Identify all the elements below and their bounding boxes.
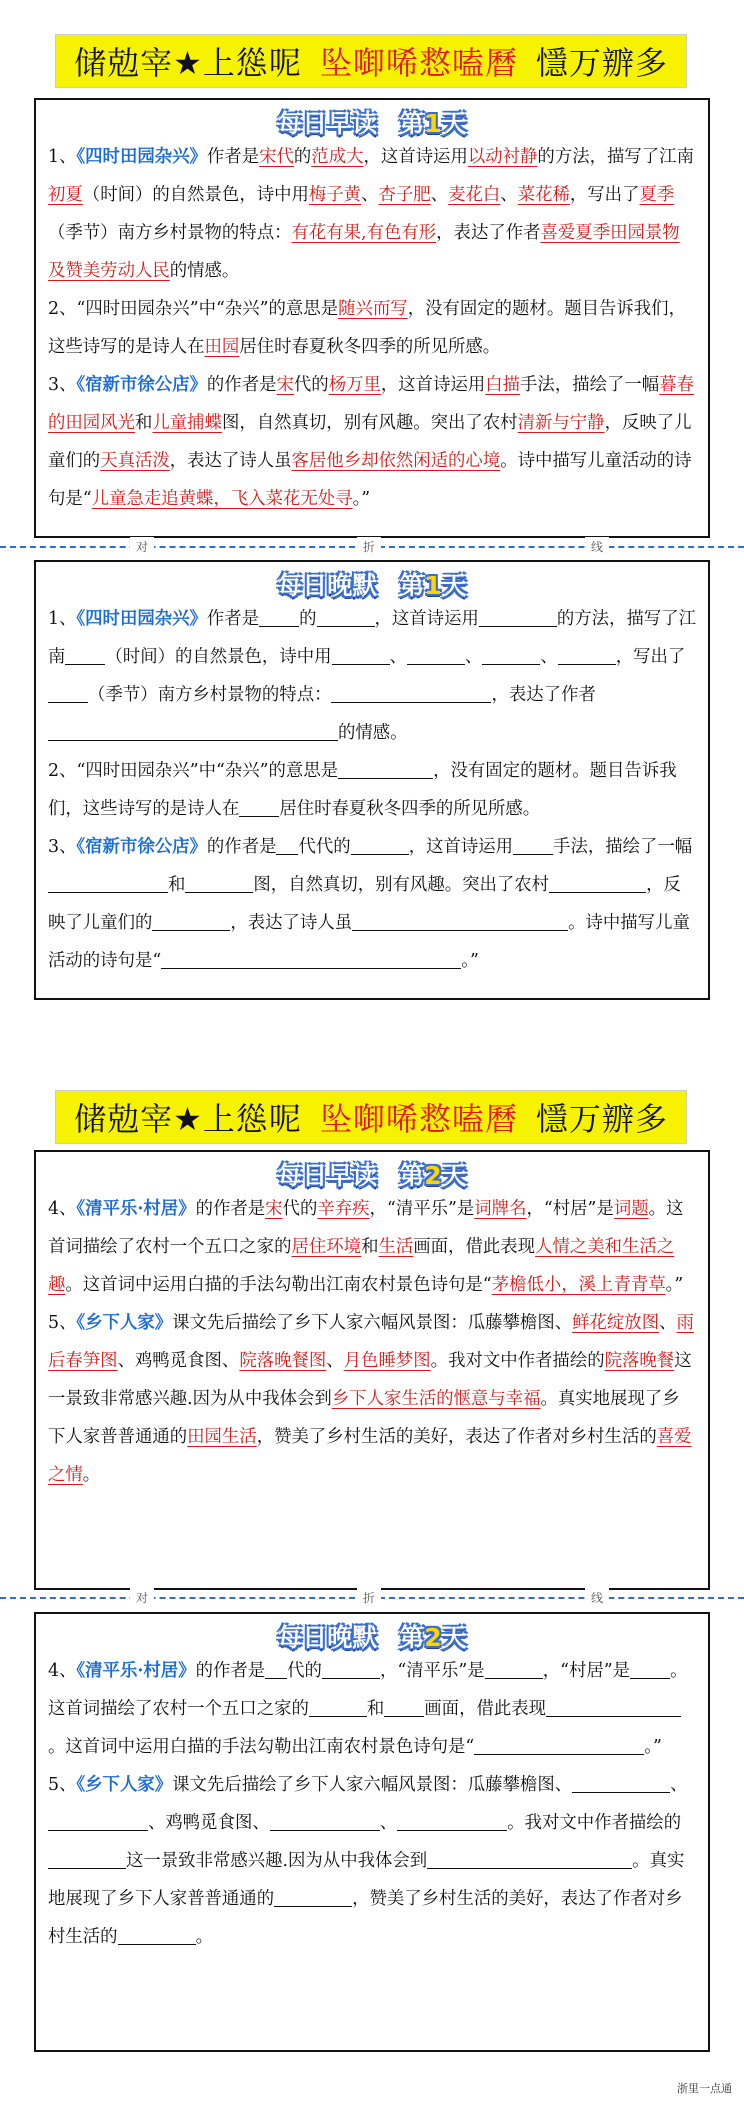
text: 活的美好，表达了作者对乡村生活的 bbox=[48, 1889, 683, 1947]
text: 每日晚默 bbox=[277, 1623, 378, 1652]
text: 。” bbox=[352, 489, 371, 509]
fill-blank[interactable] bbox=[558, 644, 616, 665]
fill-blank[interactable] bbox=[332, 644, 390, 665]
text: 3、 bbox=[48, 837, 77, 857]
text: 表达了作者 bbox=[508, 685, 596, 705]
text: 5、 bbox=[48, 1313, 77, 1333]
answer-text: 暮春的田园风光 bbox=[48, 375, 694, 433]
fill-blank[interactable] bbox=[474, 1734, 644, 1755]
answer-text: 院落晚餐 bbox=[604, 1351, 675, 1371]
answer-text: 菜花稀 bbox=[517, 185, 570, 205]
fill-blank[interactable] bbox=[612, 1772, 670, 1793]
fill-blank[interactable] bbox=[384, 1696, 424, 1717]
text: 2 bbox=[424, 1161, 442, 1190]
text: 、 bbox=[670, 1775, 688, 1795]
text: 。诗中描写儿童活动的诗句是“ bbox=[48, 451, 692, 509]
fill-blank[interactable] bbox=[317, 606, 375, 627]
fill-blank[interactable] bbox=[427, 1848, 522, 1869]
text: 描写了江南 bbox=[607, 147, 694, 167]
box-title bbox=[36, 1618, 708, 1652]
text: （季节）南方乡村景物的特点： bbox=[48, 223, 292, 243]
text: 。真实地展现了乡下人家普普通通的 bbox=[48, 1851, 685, 1909]
text: ，赞美了乡村生 bbox=[352, 1889, 474, 1909]
text: 、 bbox=[540, 647, 558, 667]
text: 课文先后描绘了乡下人家六幅风景图：瓜藤攀檐图、 bbox=[172, 1775, 573, 1795]
answer-text: 初夏 bbox=[48, 185, 83, 205]
answer-text: 客居他乡却依然闲适的心境 bbox=[291, 451, 501, 471]
text: 坠啣唏慦嗑曆 bbox=[319, 1100, 518, 1138]
fill-blank[interactable] bbox=[485, 1658, 543, 1679]
text: 对 bbox=[130, 1588, 154, 1608]
text: 描写了江南 bbox=[48, 609, 697, 667]
text: 此表现 bbox=[482, 1237, 536, 1257]
answer-text: 乡下人家生活的惬意与幸福 bbox=[331, 1389, 541, 1409]
answer-text: 词牌名 bbox=[474, 1199, 527, 1219]
text: 。真实地展现了乡下人家普普通通的 bbox=[48, 1389, 680, 1447]
text: 、 bbox=[379, 1813, 398, 1833]
text: 的情感。 bbox=[338, 723, 408, 743]
text: ，这首诗运用 bbox=[363, 147, 468, 167]
answer-text: 雨后春笋图 bbox=[48, 1313, 694, 1371]
text: 居住时春夏秋冬四季的所见所感。 bbox=[239, 337, 501, 357]
text: 线 bbox=[585, 1588, 609, 1608]
text: 。” bbox=[665, 1275, 684, 1295]
text: 题目告诉我们，这些诗写的是诗人在 bbox=[48, 299, 686, 357]
text: ，写出了 bbox=[615, 647, 686, 667]
fill-blank[interactable] bbox=[479, 606, 557, 627]
text: 的方法， bbox=[556, 609, 627, 629]
fill-blank[interactable] bbox=[572, 1772, 612, 1793]
text: 、 bbox=[389, 647, 407, 667]
answer-text: 喜爱夏季田园景物及赞美劳动人民 bbox=[48, 223, 680, 281]
text: ，表达了诗人虽 bbox=[169, 451, 292, 471]
text: 活的美好，表达了作者对乡村生活的 bbox=[378, 1427, 657, 1447]
answer-text: 杏子肥 bbox=[378, 185, 431, 205]
poem-title: 《四时田园杂兴》 bbox=[76, 147, 207, 167]
text: ，反映了儿童们的 bbox=[48, 413, 692, 471]
text: 图，自然真切，别有风趣。突出了农村 bbox=[221, 413, 518, 433]
text: ， bbox=[491, 685, 509, 705]
text: 、 bbox=[659, 1313, 677, 1333]
day2-evening-dictation-box bbox=[34, 1612, 710, 2052]
answer-text: 辛弃疾 bbox=[317, 1199, 370, 1219]
poem-title: 《乡下人家》 bbox=[76, 1313, 173, 1333]
fill-blank[interactable] bbox=[48, 682, 88, 703]
fill-blank[interactable] bbox=[331, 682, 491, 703]
text: 题目告诉我们，这些诗写的是诗人在 bbox=[48, 761, 677, 819]
text: （季节）南方乡村景物的特点： bbox=[88, 685, 332, 705]
text: 。 bbox=[82, 1465, 101, 1485]
text: （时间）的自然景色，诗中用 bbox=[82, 185, 309, 205]
q1-answer bbox=[48, 138, 696, 290]
text: 代的 bbox=[293, 375, 329, 395]
box-title bbox=[36, 104, 708, 138]
text: 储勊宰★上慫呢 bbox=[74, 1100, 302, 1138]
answer-text: 夏季 bbox=[639, 185, 675, 205]
text: 4、 bbox=[48, 1661, 77, 1681]
text: 、 bbox=[430, 185, 449, 205]
fill-blank[interactable] bbox=[513, 834, 553, 855]
answer-text: 田园生活 bbox=[187, 1427, 257, 1447]
text bbox=[399, 109, 466, 138]
fill-blank[interactable] bbox=[351, 834, 409, 855]
fill-blank[interactable] bbox=[571, 872, 646, 893]
text: 。诗中描写儿童活动的诗句是“ bbox=[48, 913, 690, 971]
text: 这一景致非常感兴趣.因为从中我体会到 bbox=[126, 1851, 428, 1871]
text: 了一幅 bbox=[640, 837, 693, 857]
answer-text: 居住环境 bbox=[291, 1237, 362, 1257]
box-title bbox=[36, 566, 708, 600]
fill-blank[interactable] bbox=[322, 1658, 380, 1679]
text: 和 bbox=[361, 1237, 379, 1257]
text: 、鸡鸭觅食图、 bbox=[148, 1813, 270, 1833]
text: 。这首词中运用白描的手法勾勒出江南农村景色 bbox=[48, 1737, 414, 1757]
text: 第 bbox=[399, 109, 425, 138]
text: 、 bbox=[500, 185, 518, 205]
text: 作者描绘的 bbox=[517, 1351, 605, 1371]
text: 。我对文中 bbox=[507, 1813, 595, 1833]
text: 第 bbox=[399, 1623, 425, 1652]
answer-text: 茅檐低小，溪上青青草 bbox=[491, 1275, 666, 1295]
day2-morning-reading-box bbox=[34, 1150, 710, 1590]
text: 、鸡鸭觅食图、 bbox=[117, 1351, 240, 1371]
poem-title: 《清平乐·村居》 bbox=[76, 1661, 196, 1681]
text: 代 bbox=[298, 837, 316, 857]
answer-text: 梅子黄 bbox=[308, 185, 362, 205]
answer-text: 儿童捕蝶 bbox=[152, 413, 222, 433]
text bbox=[399, 1623, 466, 1652]
text: 居住时春夏秋冬四季的所见所感。 bbox=[279, 799, 541, 819]
text: 这一景致非常感兴趣.因为从中我体会到 bbox=[48, 1351, 692, 1409]
text: ，表达了诗人虽 bbox=[230, 913, 353, 933]
fill-blank[interactable] bbox=[397, 1810, 507, 1831]
text: 折 bbox=[357, 537, 381, 557]
text: 。这首词中运用白描的手法勾勒出江南农村景色 bbox=[65, 1275, 431, 1295]
text: 的情感。 bbox=[169, 261, 240, 281]
poem-title: 《宿新市徐公店》 bbox=[76, 375, 207, 395]
fill-blank[interactable] bbox=[549, 872, 571, 893]
q2-blank bbox=[48, 752, 696, 828]
q5-blank bbox=[48, 1766, 696, 1956]
day1-morning-reading-box bbox=[34, 98, 710, 538]
text: 天 bbox=[441, 109, 467, 138]
text: 第 bbox=[399, 571, 425, 600]
poem-title: 《清平乐·村居》 bbox=[76, 1199, 196, 1219]
text: 和 bbox=[366, 1699, 385, 1719]
text: 2、“四时田园杂兴”中“杂兴”的意思是 bbox=[48, 299, 339, 319]
header-banner-2 bbox=[55, 1090, 687, 1144]
answer-text: 白描 bbox=[485, 375, 521, 395]
banner-text-left: 储勊宰★上慫呢 bbox=[74, 44, 302, 82]
q4-blank bbox=[48, 1652, 696, 1766]
fill-blank[interactable] bbox=[270, 1810, 380, 1831]
fill-blank[interactable] bbox=[265, 1658, 287, 1679]
text: 每日早读 bbox=[277, 109, 378, 138]
answer-text: 院落晚餐图 bbox=[239, 1351, 327, 1371]
poem-title: 《乡下人家》 bbox=[76, 1775, 173, 1795]
fill-blank[interactable] bbox=[259, 606, 299, 627]
text: 的作者是 bbox=[206, 837, 277, 857]
answer-text: 宋 bbox=[265, 1199, 283, 1219]
fill-blank[interactable] bbox=[65, 644, 105, 665]
text: 作者描绘的 bbox=[594, 1813, 682, 1833]
q2-answer bbox=[48, 290, 696, 366]
text: 、 bbox=[361, 185, 379, 205]
fill-blank[interactable] bbox=[546, 1696, 681, 1717]
text: 天 bbox=[441, 1161, 467, 1190]
text: 代的 bbox=[282, 1199, 318, 1219]
text: 。 bbox=[195, 1927, 213, 1947]
text: 4、 bbox=[48, 1199, 77, 1219]
text: 诗句是“ bbox=[413, 1737, 475, 1757]
text: 天 bbox=[441, 571, 467, 600]
answer-text: 鲜花绽放图 bbox=[572, 1313, 660, 1333]
text: 。我对文中 bbox=[430, 1351, 518, 1371]
answer-text: 宋代 bbox=[259, 147, 294, 167]
answer-text: 清新与宁静 bbox=[517, 413, 605, 433]
footer-watermark: 浙里一点通 bbox=[677, 2082, 732, 2095]
text: 2、“四时田园杂兴”中“杂兴”的意思是 bbox=[48, 761, 339, 781]
text: 懚万辧多 bbox=[535, 1100, 668, 1138]
answer-text: 喜爱之情 bbox=[48, 1427, 692, 1485]
text: 和 bbox=[168, 875, 186, 895]
fill-blank[interactable] bbox=[630, 1658, 670, 1679]
text: 和 bbox=[134, 413, 153, 433]
answer-text: 随兴而写 bbox=[338, 299, 408, 319]
answer-text: 范成大 bbox=[311, 147, 364, 167]
text: ，写出了 bbox=[569, 185, 640, 205]
fill-blank[interactable] bbox=[185, 872, 253, 893]
text: 的作者是 bbox=[195, 1199, 266, 1219]
fill-blank[interactable] bbox=[532, 910, 568, 931]
text: 诗句是“ bbox=[430, 1275, 492, 1295]
answer-text: 宋 bbox=[276, 375, 294, 395]
text: 课文先后描绘了乡下人家六幅风景图：瓜藤攀檐图、 bbox=[172, 1313, 573, 1333]
fill-blank[interactable] bbox=[276, 834, 298, 855]
answer-text: 田园 bbox=[204, 337, 240, 357]
text: 代的 bbox=[287, 1661, 322, 1681]
answer-text: 以动衬静 bbox=[467, 147, 538, 167]
box-title bbox=[36, 1156, 708, 1190]
answer-text: 词题 bbox=[613, 1199, 649, 1219]
text: 。这首词描绘了农村一个五口之家的 bbox=[48, 1661, 688, 1719]
text: 1 bbox=[424, 571, 442, 600]
text: 每日早读 bbox=[277, 1161, 378, 1190]
fill-blank[interactable] bbox=[152, 910, 230, 931]
text: 每日晚默 bbox=[277, 571, 378, 600]
text: 画面，借 bbox=[413, 1237, 483, 1257]
q1-blank bbox=[48, 600, 696, 752]
text: ，没有固定的题材。 bbox=[433, 761, 590, 781]
fill-blank[interactable] bbox=[48, 720, 338, 741]
text: 作者是 bbox=[206, 609, 260, 629]
text: 1 bbox=[424, 109, 442, 138]
answer-text: 麦花白 bbox=[448, 185, 501, 205]
text: 此表现 bbox=[493, 1699, 547, 1719]
text: 图，自然真切，别有风趣。突出了农村 bbox=[253, 875, 550, 895]
text: 3、 bbox=[48, 375, 77, 395]
text: 。” bbox=[461, 951, 479, 971]
text: 1、 bbox=[48, 147, 77, 167]
text: 对 bbox=[130, 537, 154, 557]
text: 。” bbox=[644, 1737, 662, 1757]
answer-text: 天真活泼 bbox=[100, 451, 170, 471]
text: 。这首词描绘了农村一个五口之家的 bbox=[48, 1199, 684, 1257]
text: 折 bbox=[357, 1588, 381, 1608]
text: ，这首诗运用 bbox=[408, 837, 514, 857]
text bbox=[399, 1161, 466, 1190]
fill-blank[interactable] bbox=[407, 644, 465, 665]
fill-blank[interactable] bbox=[338, 758, 433, 779]
text: 作者是 bbox=[206, 147, 260, 167]
q5-answer bbox=[48, 1304, 696, 1494]
fill-blank[interactable] bbox=[118, 1924, 196, 1945]
fill-blank[interactable] bbox=[48, 872, 168, 893]
fill-blank[interactable] bbox=[274, 1886, 352, 1907]
answer-text: 有花有果,有色有形 bbox=[291, 223, 437, 243]
text: ，“村 bbox=[526, 1199, 571, 1219]
text: ，“清平乐”是 bbox=[369, 1199, 475, 1219]
q4-answer bbox=[48, 1190, 696, 1304]
text: （时间）的自然景色，诗中用 bbox=[105, 647, 332, 667]
text: 2 bbox=[424, 1623, 442, 1652]
fill-blank[interactable] bbox=[239, 796, 279, 817]
text: 手法，描绘 bbox=[520, 375, 607, 395]
answer-text: 杨万里 bbox=[328, 375, 381, 395]
text: 了一幅 bbox=[607, 375, 660, 395]
text: 、 bbox=[464, 647, 483, 667]
fill-blank[interactable] bbox=[161, 948, 461, 969]
text: ， bbox=[436, 223, 454, 243]
poem-title: 《宿新市徐公店》 bbox=[76, 837, 207, 857]
banner-text-mid: 坠啣唏慦嗑曆 bbox=[319, 44, 518, 82]
text bbox=[399, 571, 466, 600]
answer-text: 生活 bbox=[378, 1237, 414, 1257]
text: ，这首诗运用 bbox=[380, 375, 486, 395]
text: ，“清平乐”是 bbox=[379, 1661, 485, 1681]
fill-blank[interactable] bbox=[48, 1810, 148, 1831]
fill-blank[interactable] bbox=[309, 1696, 367, 1717]
text: 表达了作者 bbox=[453, 223, 541, 243]
text: ，“村 bbox=[542, 1661, 587, 1681]
q3-answer bbox=[48, 366, 696, 518]
fill-blank[interactable] bbox=[482, 644, 540, 665]
text: 线 bbox=[585, 537, 609, 557]
fold-line-1 bbox=[0, 537, 744, 557]
text: 、 bbox=[326, 1351, 344, 1371]
header-banner-1 bbox=[55, 34, 687, 88]
text: 1、 bbox=[48, 609, 77, 629]
banner-text-right: 懚万辧多 bbox=[535, 44, 668, 82]
answer-text: 人情之美和生活之趣 bbox=[48, 1237, 675, 1295]
text: 画面，借 bbox=[424, 1699, 494, 1719]
poem-title: 《四时田园杂兴》 bbox=[76, 609, 207, 629]
fill-blank[interactable] bbox=[48, 1848, 126, 1869]
text: 居”是 bbox=[570, 1199, 614, 1219]
text: 居”是 bbox=[586, 1661, 631, 1681]
answer-text: 儿童急走追黄蝶，飞入菜花无处寻 bbox=[91, 489, 353, 509]
text: 第 bbox=[399, 1161, 425, 1190]
day1-evening-dictation-box bbox=[34, 560, 710, 1000]
text: ，没有固定的题材。 bbox=[407, 299, 565, 319]
text: 的方法， bbox=[537, 147, 607, 167]
text: 代的 bbox=[315, 837, 351, 857]
q3-blank bbox=[48, 828, 696, 980]
answer-text: 月色睡梦图 bbox=[343, 1351, 431, 1371]
text: 天 bbox=[441, 1623, 467, 1652]
text: 的作者是 bbox=[195, 1661, 266, 1681]
text: 的 bbox=[299, 609, 317, 629]
text: 5、 bbox=[48, 1775, 77, 1795]
text: ，赞美了乡村生 bbox=[256, 1427, 379, 1447]
fold-line-2 bbox=[0, 1588, 744, 1608]
text: 手法，描绘 bbox=[553, 837, 641, 857]
text: ，反映了儿童们的 bbox=[48, 875, 681, 933]
fill-blank[interactable] bbox=[522, 1848, 632, 1869]
text: 的作者是 bbox=[206, 375, 277, 395]
fill-blank[interactable] bbox=[352, 910, 532, 931]
text: 的 bbox=[293, 147, 312, 167]
text: ，这首诗运用 bbox=[374, 609, 479, 629]
